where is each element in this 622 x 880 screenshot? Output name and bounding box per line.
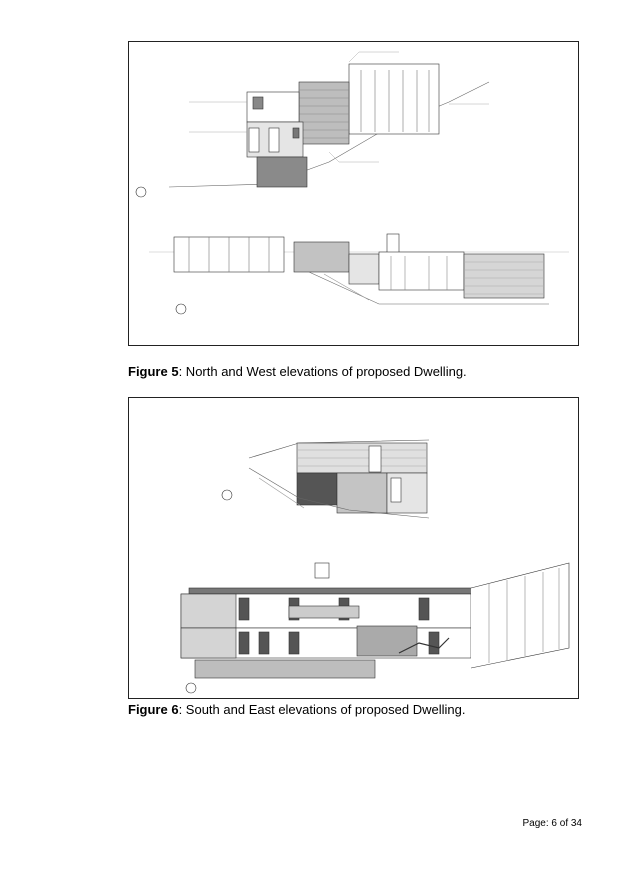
figure-5-label: Figure 5 (128, 364, 179, 379)
figure-6-caption-text: : South and East elevations of proposed Dwelling. (178, 702, 466, 717)
figure-5-drawing (128, 41, 579, 346)
figure-5-caption-text: : North and West elevations of proposed Dwelling. (178, 364, 467, 379)
figure-6-label: Figure 6 (128, 702, 179, 717)
figure-6-drawing (128, 397, 579, 699)
figure-6-caption (128, 702, 465, 717)
page-number: Page: 6 of 34 (522, 818, 582, 829)
figure-5-caption (128, 364, 467, 379)
